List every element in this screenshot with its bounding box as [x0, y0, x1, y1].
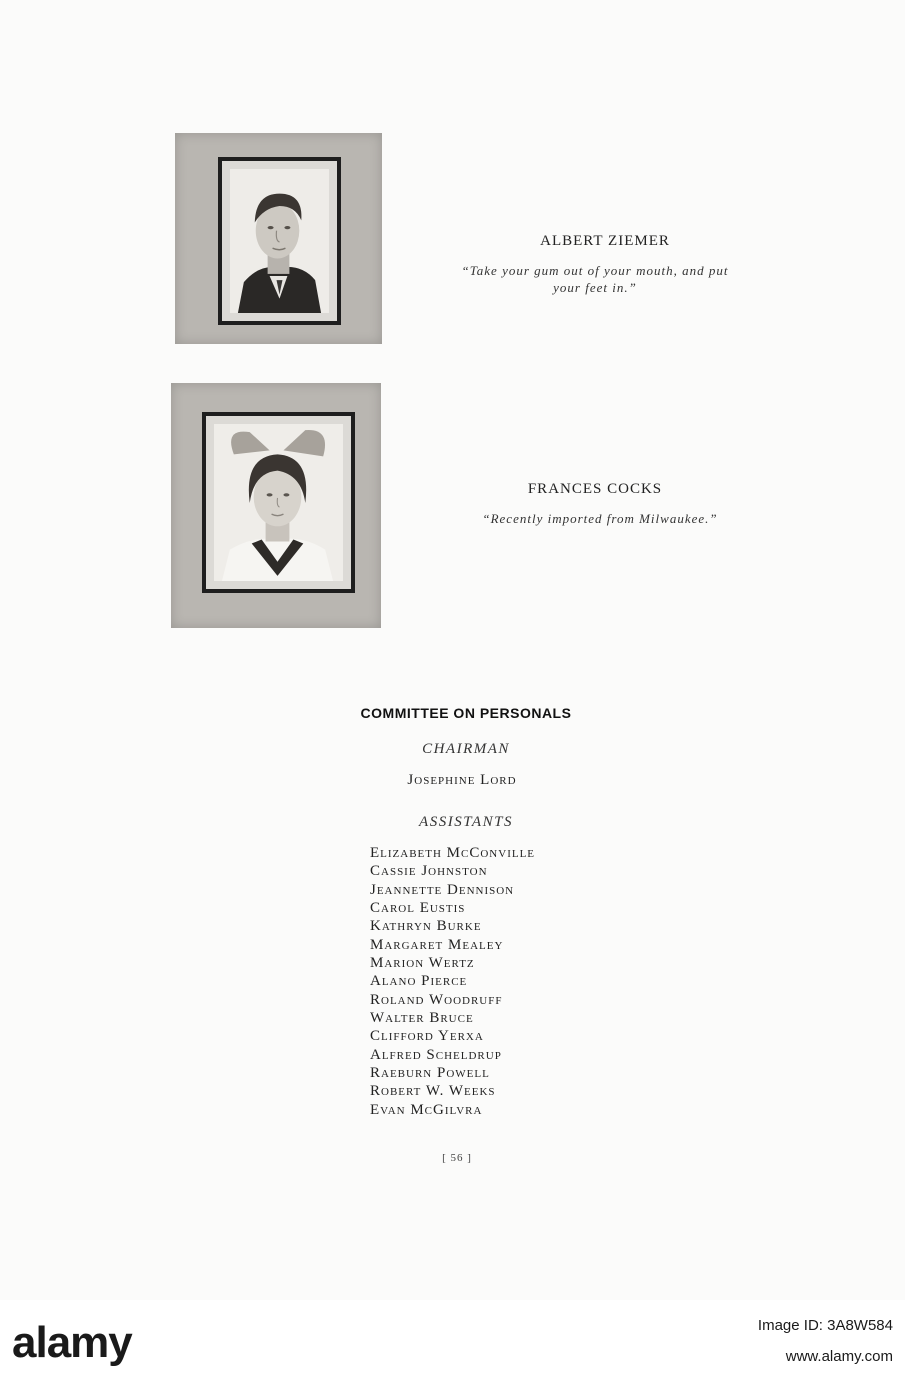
quote-line: “Take your gum out of your mouth, and put: [461, 263, 729, 278]
portrait-frame: [202, 412, 355, 593]
portrait-photo-albert-ziemer: [230, 169, 329, 313]
assistant-name: Alfred Scheldrup: [370, 1046, 502, 1063]
assistant-name: Margaret Mealey: [370, 936, 504, 953]
portrait-name: FRANCES COCKS: [527, 481, 663, 497]
man-portrait-image: [230, 169, 329, 313]
quote-line: “Recently imported from Milwaukee.”: [482, 511, 718, 526]
stock-footer: [0, 1300, 905, 1390]
assistant-name: Evan McGilvra: [370, 1101, 483, 1118]
page-number: [ 56 ]: [442, 1152, 472, 1164]
assistants-heading: ASSISTANTS: [419, 814, 513, 830]
assistant-name: Elizabeth McConville: [370, 845, 536, 861]
portrait-mount: [171, 383, 381, 628]
portrait-quote: [410, 262, 780, 296]
image-id: Image ID: 3A8W584: [757, 1317, 893, 1334]
assistant-name: Clifford Yerxa: [370, 1028, 484, 1045]
portrait-frame: [218, 157, 341, 325]
chairman-name: Josephine Lord: [407, 772, 517, 788]
assistant-name: Roland Woodruff: [370, 991, 503, 1008]
portrait-quote: [410, 510, 790, 527]
chairman-heading: CHAIRMAN: [422, 741, 510, 757]
portrait-photo-frances-cocks: [214, 424, 343, 581]
assistant-name: Walter Bruce: [370, 1010, 474, 1027]
stock-site-url: www.alamy.com: [785, 1348, 893, 1365]
assistant-name: Kathryn Burke: [370, 918, 482, 935]
assistant-name: Robert W. Weeks: [370, 1083, 496, 1100]
alamy-logo: alamy: [12, 1318, 132, 1367]
assistant-name: Jeannette Dennison: [370, 881, 515, 898]
assistants-list: [370, 844, 535, 1119]
portrait-mount: [175, 133, 382, 344]
assistant-name: Raeburn Powell: [370, 1065, 490, 1082]
portrait-name: ALBERT ZIEMER: [540, 233, 670, 249]
assistant-name: Alano Pierce: [370, 973, 468, 990]
assistant-name: Carol Eustis: [370, 900, 466, 917]
assistant-name: Marion Wertz: [370, 955, 475, 972]
committee-title: COMMITTEE ON PERSONALS: [360, 705, 572, 721]
assistant-name: Cassie Johnston: [370, 863, 488, 880]
quote-line: your feet in.”: [553, 280, 637, 295]
woman-portrait-image: [214, 424, 343, 581]
